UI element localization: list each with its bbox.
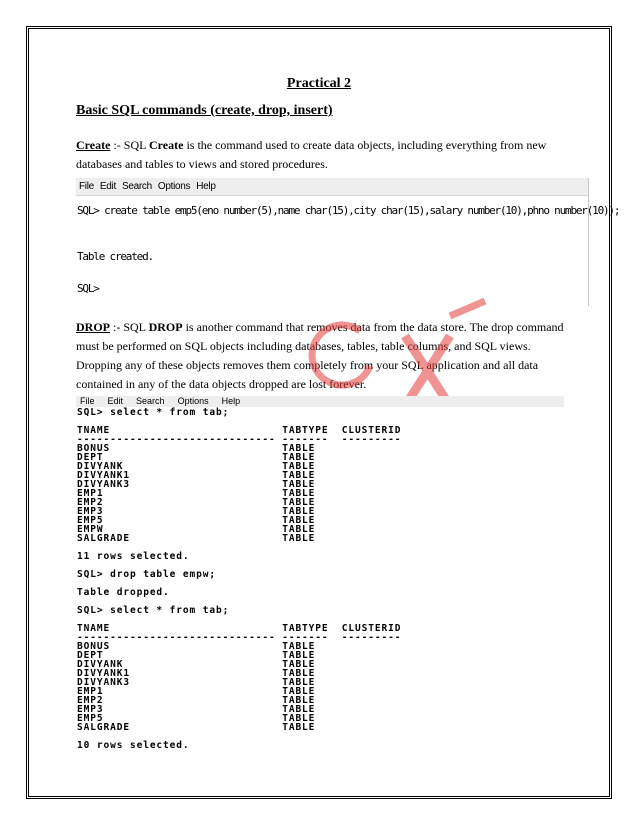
create-command: SQL> create table emp5(eno number(5),name char(15),city char(15),salary number(10),phno number(10));	[77, 204, 620, 217]
create-sep: :- SQL	[110, 138, 149, 152]
column-divider: ------------------------------ ------- ---------	[77, 434, 402, 445]
drop-command: SQL> drop table empw;	[77, 569, 217, 580]
table-row: DEPT TABLE	[77, 452, 316, 463]
column-divider: ------------------------------ ------- ---------	[77, 632, 402, 643]
console-output	[76, 408, 564, 750]
menu-file[interactable]: File	[80, 396, 95, 406]
menu-search[interactable]: Search	[121, 181, 152, 192]
drop-keyword: DROP	[148, 320, 183, 334]
menu-help[interactable]: Help	[221, 396, 241, 406]
result-list-2	[77, 642, 564, 732]
create-result: Table created.	[77, 250, 153, 263]
drop-result: Table dropped.	[77, 587, 170, 598]
drop-sep: :- SQL	[110, 320, 149, 334]
table-row: EMP2 TABLE	[77, 497, 316, 508]
menu-options[interactable]: Options	[157, 181, 191, 192]
table-row: EMP1 TABLE	[77, 686, 316, 697]
table-row: BONUS TABLE	[77, 641, 316, 652]
sql-prompt: SQL>	[77, 282, 99, 295]
table-row: EMPW TABLE	[77, 524, 316, 535]
table-row: EMP3 TABLE	[77, 506, 316, 517]
table-row: EMP5 TABLE	[77, 713, 316, 724]
menu-help[interactable]: Help	[196, 181, 216, 192]
table-row: DEPT TABLE	[77, 650, 316, 661]
table-row: DIVYANK TABLE	[77, 659, 316, 670]
table-row: EMP2 TABLE	[77, 695, 316, 706]
menu-edit[interactable]: Edit	[99, 181, 116, 192]
drop-text: is another command that removes data from the data store. The drop command must be performed on SQL objects including databases, tables, table columns, and SQL views. Dropping any of these objects removes them completely from your SQL application and all data contained in any of the data objects dropped are lost forever.	[76, 320, 564, 391]
create-text: is the command used to create data objects, including everything from new databases and tables to views and stored procedures.	[76, 138, 547, 171]
drop-term: DROP	[76, 320, 110, 334]
menu-bar	[76, 396, 564, 407]
page-title: Practical 2	[286, 76, 352, 91]
table-row: SALGRADE TABLE	[77, 722, 316, 733]
row-count: 11 rows selected.	[77, 551, 190, 562]
table-row: DIVYANK1 TABLE	[77, 668, 316, 679]
table-row: DIVYANK3 TABLE	[77, 677, 316, 688]
column-header: TNAME TABTYPE CLUSTERID	[77, 623, 402, 634]
menu-file[interactable]: File	[79, 181, 94, 192]
result-list-1	[77, 444, 564, 543]
table-row: SALGRADE TABLE	[77, 533, 316, 544]
create-term: Create	[76, 138, 111, 152]
table-row: EMP3 TABLE	[77, 704, 316, 715]
sql-screenshot-drop	[76, 396, 564, 756]
table-row: BONUS TABLE	[77, 443, 316, 454]
table-row: EMP1 TABLE	[77, 488, 316, 499]
row-count: 10 rows selected.	[77, 740, 190, 751]
table-row: DIVYANK1 TABLE	[77, 470, 316, 481]
sql-screenshot-create	[76, 178, 620, 306]
create-paragraph	[76, 136, 566, 174]
select-query: SQL> select * from tab;	[77, 407, 230, 418]
menu-search[interactable]: Search	[136, 396, 165, 406]
column-header: TNAME TABTYPE CLUSTERID	[77, 425, 402, 436]
select-query: SQL> select * from tab;	[77, 605, 230, 616]
menu-bar	[76, 178, 588, 196]
table-row: DIVYANK TABLE	[77, 461, 316, 472]
menu-options[interactable]: Options	[177, 396, 209, 406]
menu-edit[interactable]: Edit	[107, 396, 124, 406]
table-row: DIVYANK3 TABLE	[77, 479, 316, 490]
table-row: EMP5 TABLE	[77, 515, 316, 526]
create-keyword: Create	[149, 138, 184, 152]
page-subtitle: Basic SQL commands (create, drop, insert)	[76, 103, 333, 118]
